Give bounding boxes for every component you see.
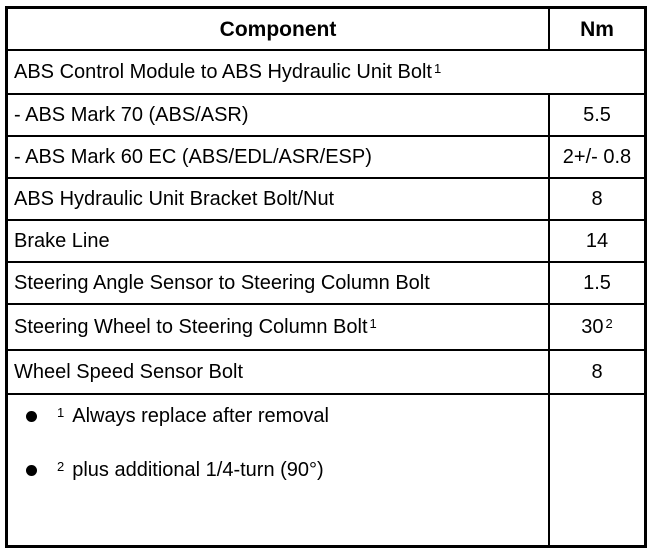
footnote-text: plus additional 1/4-turn (90°)	[72, 459, 324, 481]
table-row	[8, 305, 644, 351]
footnote-marker: 1	[433, 60, 442, 76]
component-cell	[8, 179, 548, 219]
torque-value: 5.5	[548, 95, 644, 135]
torque-value: 14	[548, 221, 644, 261]
component-label: Brake Line	[14, 230, 110, 252]
torque-value: 30	[581, 316, 604, 338]
torque-value: 8	[548, 351, 644, 393]
footnote-marker: 1	[57, 405, 65, 420]
table-row	[8, 95, 644, 137]
table-row	[8, 351, 644, 395]
component-cell	[8, 95, 548, 135]
component-cell	[8, 263, 548, 303]
component-label: - ABS Mark 60 EC (ABS/EDL/ASR/ESP)	[14, 146, 372, 168]
torque-value-cell	[548, 305, 644, 349]
header-nm: Nm	[548, 9, 644, 49]
component-cell	[8, 351, 548, 393]
component-cell	[8, 137, 548, 177]
torque-value: 8	[548, 179, 644, 219]
component-cell	[8, 305, 548, 349]
footnotes-section	[8, 395, 644, 545]
component-label: ABS Hydraulic Unit Bracket Bolt/Nut	[14, 188, 335, 210]
table-row	[8, 51, 644, 95]
footnote-item	[26, 405, 329, 428]
component-label: - ABS Mark 70 (ABS/ASR)	[14, 104, 249, 126]
component-cell	[8, 51, 644, 93]
footnote-text: Always replace after removal	[72, 405, 330, 427]
table-row	[8, 137, 644, 179]
torque-value: 2+/- 0.8	[548, 137, 644, 177]
bullet-icon	[26, 411, 37, 422]
component-label: ABS Control Module to ABS Hydraulic Unit Bolt	[14, 61, 432, 83]
table-header-row	[8, 9, 644, 51]
footnotes-blank-cell	[548, 395, 644, 545]
torque-value: 1.5	[548, 263, 644, 303]
component-label: Steering Wheel to Steering Column Bolt	[14, 316, 368, 338]
footnote-marker: 2	[605, 315, 613, 331]
component-label: Steering Angle Sensor to Steering Column Bolt	[14, 272, 430, 294]
table-row	[8, 221, 644, 263]
torque-spec-table	[5, 6, 647, 548]
footnote-item	[26, 459, 324, 482]
footnote-marker: 2	[57, 459, 65, 474]
bullet-icon	[26, 465, 37, 476]
table-row	[8, 179, 644, 221]
footnotes-list	[8, 395, 548, 545]
header-component: Component	[219, 17, 337, 41]
component-label: Wheel Speed Sensor Bolt	[14, 361, 244, 383]
footnote-marker: 1	[369, 315, 377, 331]
component-cell	[8, 221, 548, 261]
table-row	[8, 263, 644, 305]
